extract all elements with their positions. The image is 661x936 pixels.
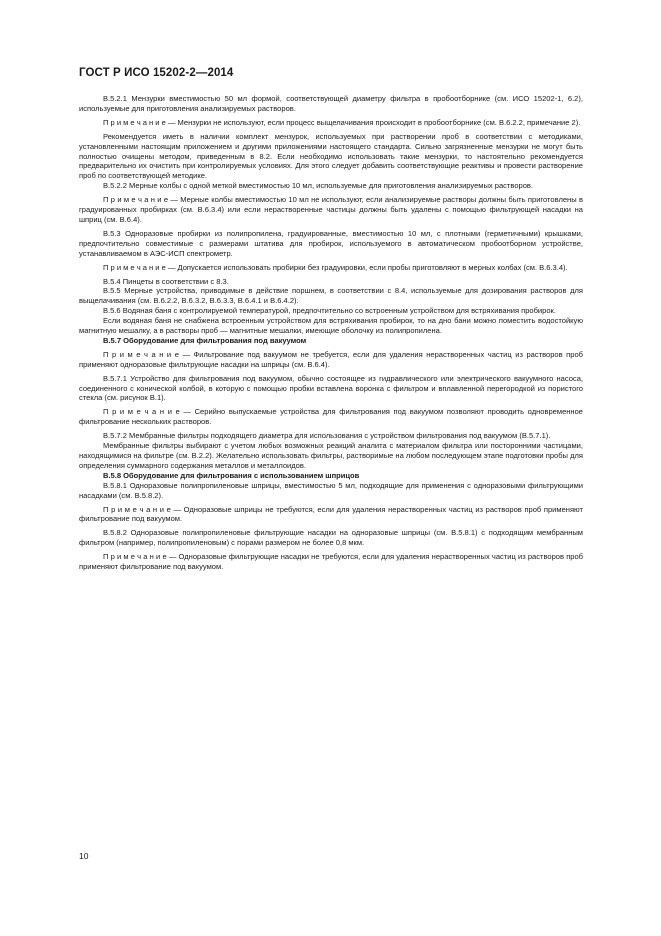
page-number: 10 [79, 851, 89, 861]
note-paragraph: П р и м е ч а н и е — Одноразовые фильтрующие насадки не требуются, если для удаления нерастворенных частиц из растворов проб применяют фильтрование под вакуумом. [79, 552, 583, 572]
note-paragraph: П р и м е ч а н и е — Серийно выпускаемые устройства для фильтрования под вакуумом позволяют проводить одновременное фильтрование нескольких растворов. [79, 407, 583, 427]
paragraph-b55: В.5.5 Мерные устройства, приводимые в действие поршнем, в соответствии с 8.4, используемые для дозирования растворов для выщелачивания (см. В.6.2.2, В.6.3.2, В.6.3.3, В.6.4.1 и В.6.4.2). [79, 286, 583, 306]
note-paragraph: П р и м е ч а н и е — Мензурки не используют, если процесс выщелачивания происходит в пробоотборнике (см. В.6.2.2, примечание 2). [103, 117, 581, 127]
paragraph-b521: В.5.2.1 Мензурки вместимостью 50 мл формой, соответствующей диаметру фильтра в пробоотборнике (см. ИСО 15202-1, 6.2), используемые для приготовления анализируемых растворов. [79, 94, 583, 113]
paragraph-b53: В.5.3 Одноразовые пробирки из полипропилена, градуированные, вместимостью 10 мл, с плотными (герметичными) крышками, предпочтительно совместимые с размерами штатива для пробирок, используемого в автоматическом пробоотборном устройстве, устанавливаемом в АЭС-ИСП спектрометр. [79, 228, 583, 258]
paragraph-b54: В.5.4 Пинцеты в соответствии с 8.3. [103, 276, 229, 286]
document-body [79, 94, 583, 576]
paragraph: Рекомендуется иметь в наличии комплект мензурок, используемых при растворении проб в соответствии с методиками, установленными настоящим приложением и другими приложениями настоящего стандарта. Сильно загрязненные мензурки не могут быть полностью очищены методом, приведенным в 8.2. Если необходимо использовать такие мензурки, то настоятельно рекомендуется предварительно их очистить при контролируемых условиях. Для этого следует добавить соответствующие реактивы и провести растворение проб по соответствующей методике. [79, 131, 583, 181]
note-paragraph: П р и м е ч а н и е — Мерные колбы вместимостью 10 мл не используют, если анализируемые растворы должны быть приготовлены в градуированных пробирках (см. В.6.3.4) или если нерастворенные частицы должны быть удалены с помощью фильтрующей насадки на шприц (см. В.6.4). [79, 195, 583, 224]
paragraph-b522: В.5.2.2 Мерные колбы с одной меткой вместимостью 10 мл, используемые для приготовления анализируемых растворов. [103, 181, 534, 191]
paragraph: Мембранные фильтры выбирают с учетом любых возможных реакций аналита с материалом фильтра или посторонними частицами, находящимися на фильтре (см. В.2.2). Желательно использовать фильтры, растворимые на любом последующем этапе подготовки пробы для определения суммарного содержания металлов и металлоидов. [79, 441, 583, 470]
section-heading-b58: В.5.8 Оборудование для фильтрования с использованием шприцов [103, 470, 360, 480]
paragraph-b571: В.5.7.1 Устройство для фильтрования под вакуумом, обычно состоящее из гидравлического или электрического вакуумного насоса, соединенного с конической колбой, в которую с помощью пробки вставлена воронка с фильтром и вплавленной перегородкой из пористого стекла (см. рисунок В.1). [79, 373, 583, 403]
paragraph-b56: В.5.6 Водяная баня с контролируемой температурой, предпочтительно со встроенным устройством для встряхивания пробирок. [103, 306, 556, 316]
note-paragraph: П р и м е ч а н и е — Фильтрование под вакуумом не требуется, если для удаления нерастворенных частиц из растворов проб применяют одноразовые фильтрующие насадки на шприцы (см. В.6.4). [79, 349, 583, 369]
paragraph-b572: В.5.7.2 Мембранные фильтры подходящего диаметра для использования с устройством фильтрования под вакуумом (В.5.7.1). [103, 431, 551, 441]
paragraph-b581: В.5.8.1 Одноразовые полипропиленовые шприцы, вместимостью 5 мл, подходящие для применения с одноразовыми фильтрующими насадками (см. В.5.8.2). [79, 480, 583, 500]
note-paragraph: П р и м е ч а н и е — Одноразовые шприцы не требуются, если для удаления нерастворенных частиц из растворов проб применяют фильтрование под вакуумом. [79, 504, 583, 524]
section-heading-b57: В.5.7 Оборудование для фильтрования под вакуумом [103, 335, 307, 345]
paragraph-b582: В.5.8.2 Одноразовые полипропиленовые фильтрующие насадки на одноразовые шприцы (см. В.5.8.1) с подходящим мембранным фильтром (например, полипропиленовым) с порами размером не более 0,8 мкм. [79, 528, 583, 548]
paragraph: Если водяная баня не снабжена встроенным устройством для встряхивания пробирок, то на дно бани можно поместить водостойкую магнитную мешалку, а в растворы проб — магнитные мешалки, имеющие оболочку из полипропилена. [79, 316, 583, 336]
document-header: ГОСТ Р ИСО 15202-2—2014 [79, 67, 234, 79]
note-paragraph: П р и м е ч а н и е — Допускается использовать пробирки без градуировки, если пробы приготовляют в мерных колбах (см. В.6.3.4). [103, 262, 568, 272]
